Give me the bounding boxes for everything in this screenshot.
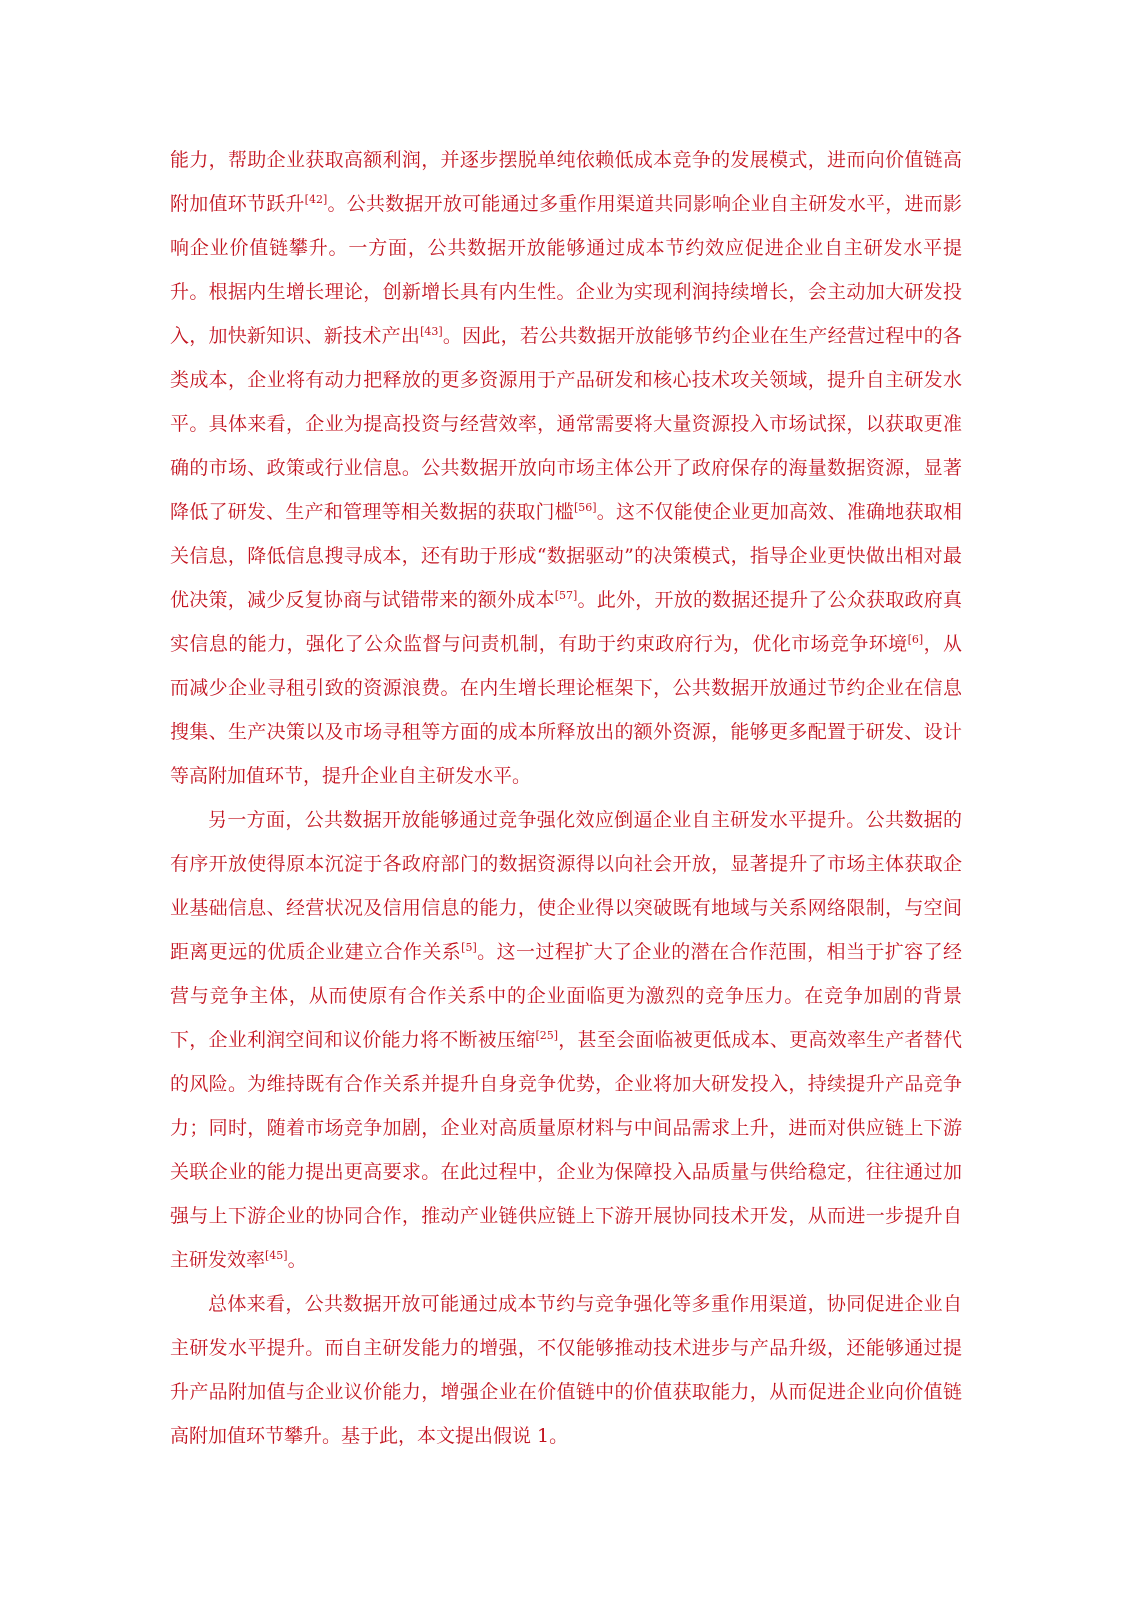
citation-mark: [6] xyxy=(907,633,924,646)
body-text xyxy=(170,138,962,1458)
citation-mark: [25] xyxy=(535,1029,559,1042)
paragraph-text: 能力，帮助企业获取高额利润，并逐步摆脱单纯依赖低成本竞争的发展模式，进而向价值链高附加值环节跃升 xyxy=(170,149,962,215)
paragraph-text: ，从而减少企业寻租引致的资源浪费。在内生增长理论框架下，公共数据开放通过节约企业在信息搜集、生产决策以及市场寻租等方面的成本所释放出的额外资源，能够更多配置于研发、设计等高附加值环节，提升企业自主研发水平。 xyxy=(170,633,962,787)
paragraph xyxy=(170,1282,962,1458)
citation-mark: [57] xyxy=(554,589,578,602)
paragraph-text: 总体来看，公共数据开放可能通过成本节约与竞争强化等多重作用渠道，协同促进企业自主研发水平提升。而自主研发能力的增强，不仅能够推动技术进步与产品升级，还能够通过提升产品附加值与企业议价能力，增强企业在价值链中的价值获取能力，从而促进企业向价值链高附加值环节攀升。基于此，本文提出假说 1。 xyxy=(170,1293,962,1447)
citation-mark: [56] xyxy=(573,501,597,514)
paragraph-text: 。 xyxy=(287,1249,307,1271)
paragraph-text: 。因此，若公共数据开放能够节约企业在生产经营过程中的各类成本，企业将有动力把释放的更多资源用于产品研发和核心技术攻关领域，提升自主研发水平。具体来看，企业为提高投资与经营效率，通常需要将大量资源投入市场试探，以获取更准确的市场、政策或行业信息。公共数据开放向市场主体公开了政府保存的海量数据资源，显著降低了研发、生产和管理等相关数据的获取门槛 xyxy=(170,325,962,523)
paragraph xyxy=(170,798,962,1282)
paragraph-text: 。此外，开放的数据还提升了公众获取政府真实信息的能力，强化了公众监督与问责机制，有助于约束政府行为，优化市场竞争环境 xyxy=(170,589,962,655)
citation-mark: [42] xyxy=(304,193,328,206)
paragraph-text: 另一方面，公共数据开放能够通过竞争强化效应倒逼企业自主研发水平提升。公共数据的有序开放使得原本沉淀于各政府部门的数据资源得以向社会开放，显著提升了市场主体获取企业基础信息、经营状况及信用信息的能力，使企业得以突破既有地域与关系网络限制，与空间距离更远的优质企业建立合作关系 xyxy=(170,809,962,963)
citation-mark: [45] xyxy=(265,1249,288,1262)
paragraph-text: 。这不仅能使企业更加高效、准确地获取相关信息，降低信息搜寻成本，还有助于形成“数据驱动”的决策模式，指导企业更快做出相对最优决策，减少反复协商与试错带来的额外成本 xyxy=(170,501,962,611)
paragraph-text: ，甚至会面临被更低成本、更高效率生产者替代的风险。为维持既有合作关系并提升自身竞争优势，企业将加大研发投入，持续提升产品竞争力；同时，随着市场竞争加剧，企业对高质量原材料与中间品需求上升，进而对供应链上下游关联企业的能力提出更高要求。在此过程中，企业为保障投入品质量与供给稳定，往往通过加强与上下游企业的协同合作，推动产业链供应链上下游开展协同技术开发，从而进一步提升自主研发效率 xyxy=(170,1029,962,1271)
paragraph xyxy=(170,138,962,798)
citation-mark: [5] xyxy=(461,941,477,954)
citation-mark: [43] xyxy=(420,325,443,338)
paragraph-text: 。公共数据开放可能通过多重作用渠道共同影响企业自主研发水平，进而影响企业价值链攀升。一方面，公共数据开放能够通过成本节约效应促进企业自主研发水平提升。根据内生增长理论，创新增长具有内生性。企业为实现利润持续增长，会主动加大研发投入，加快新知识、新技术产出 xyxy=(170,193,962,347)
paragraph-text: 。这一过程扩大了企业的潜在合作范围，相当于扩容了经营与竞争主体，从而使原有合作关系中的企业面临更为激烈的竞争压力。在竞争加剧的背景下，企业利润空间和议价能力将不断被压缩 xyxy=(170,941,962,1051)
